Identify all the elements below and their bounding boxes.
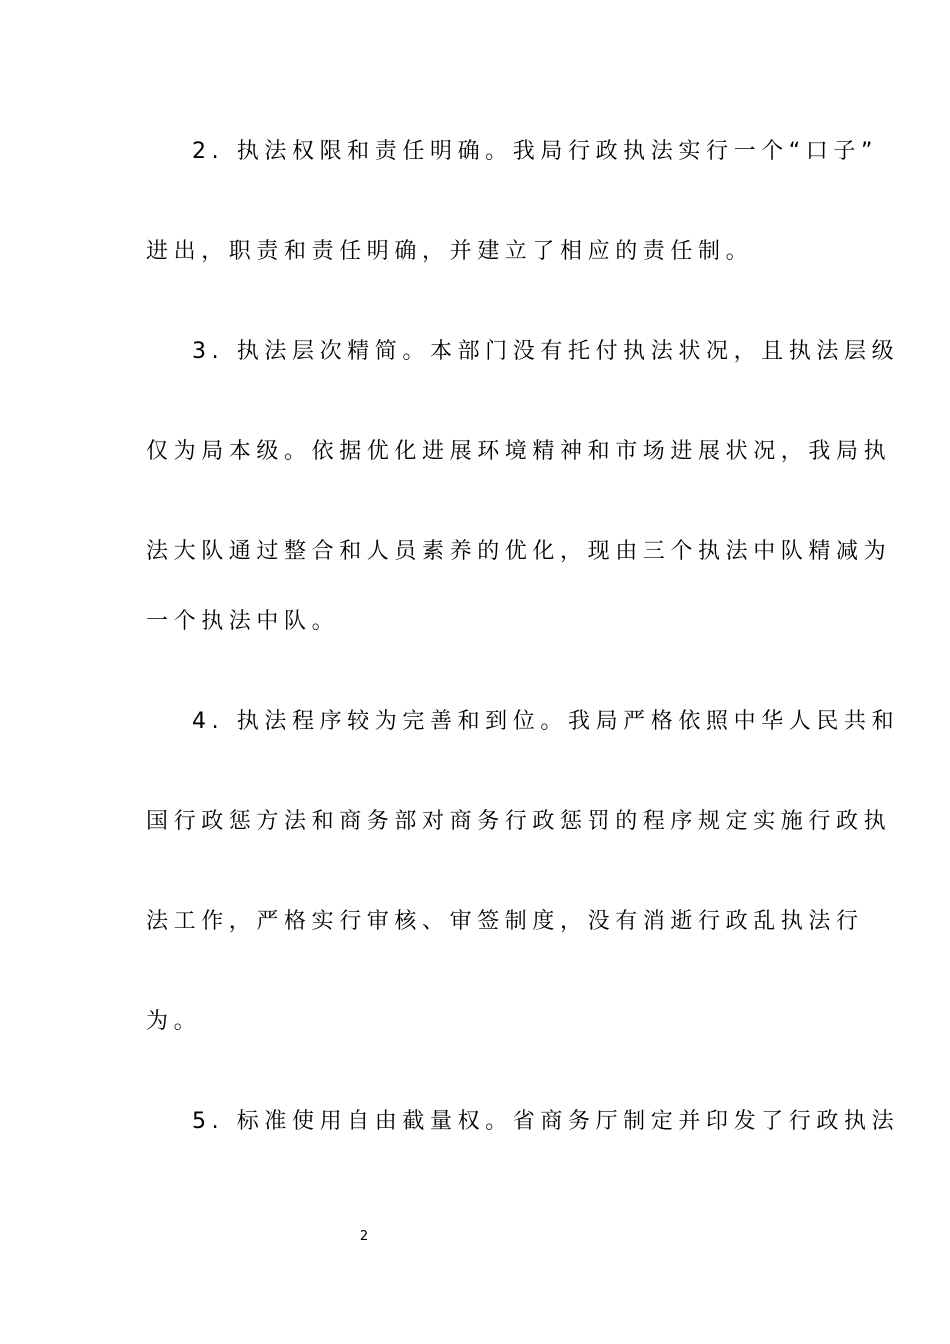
paragraph-4-line-1: 4. 执法程序较为完善和到位。我局严格依照中华人民共和 [192, 709, 900, 734]
paragraph-2-line-2: 进出，职责和责任明确，并建立了相应的责任制。 [146, 239, 754, 264]
paragraph-2-line-1: 2. 执法权限和责任明确。我局行政执法实行一个“口子” [192, 139, 878, 164]
paragraph-4-line-3: 法工作，严格实行审核、审签制度，没有消逝行政乱执法行 [146, 909, 864, 934]
paragraph-5-line-1: 5. 标准使用自由截量权。省商务厅制定并印发了行政执法 [192, 1109, 900, 1134]
paragraph-4-line-4: 为。 [146, 1009, 202, 1034]
paragraph-3-line-2: 仅为局本级。依据优化进展环境精神和市场进展状况，我局执 [146, 439, 892, 464]
paragraph-3-line-3: 法大队通过整合和人员素养的优化，现由三个执法中队精减为 [146, 539, 892, 564]
paragraph-3-line-4: 一个执法中队。 [146, 609, 340, 634]
paragraph-4-line-2: 国行政惩方法和商务部对商务行政惩罚的程序规定实施行政执 [146, 809, 892, 834]
paragraph-3-line-1: 3. 执法层次精简。本部门没有托付执法状况，且执法层级 [192, 339, 900, 364]
page-number: 2 [359, 1229, 369, 1244]
